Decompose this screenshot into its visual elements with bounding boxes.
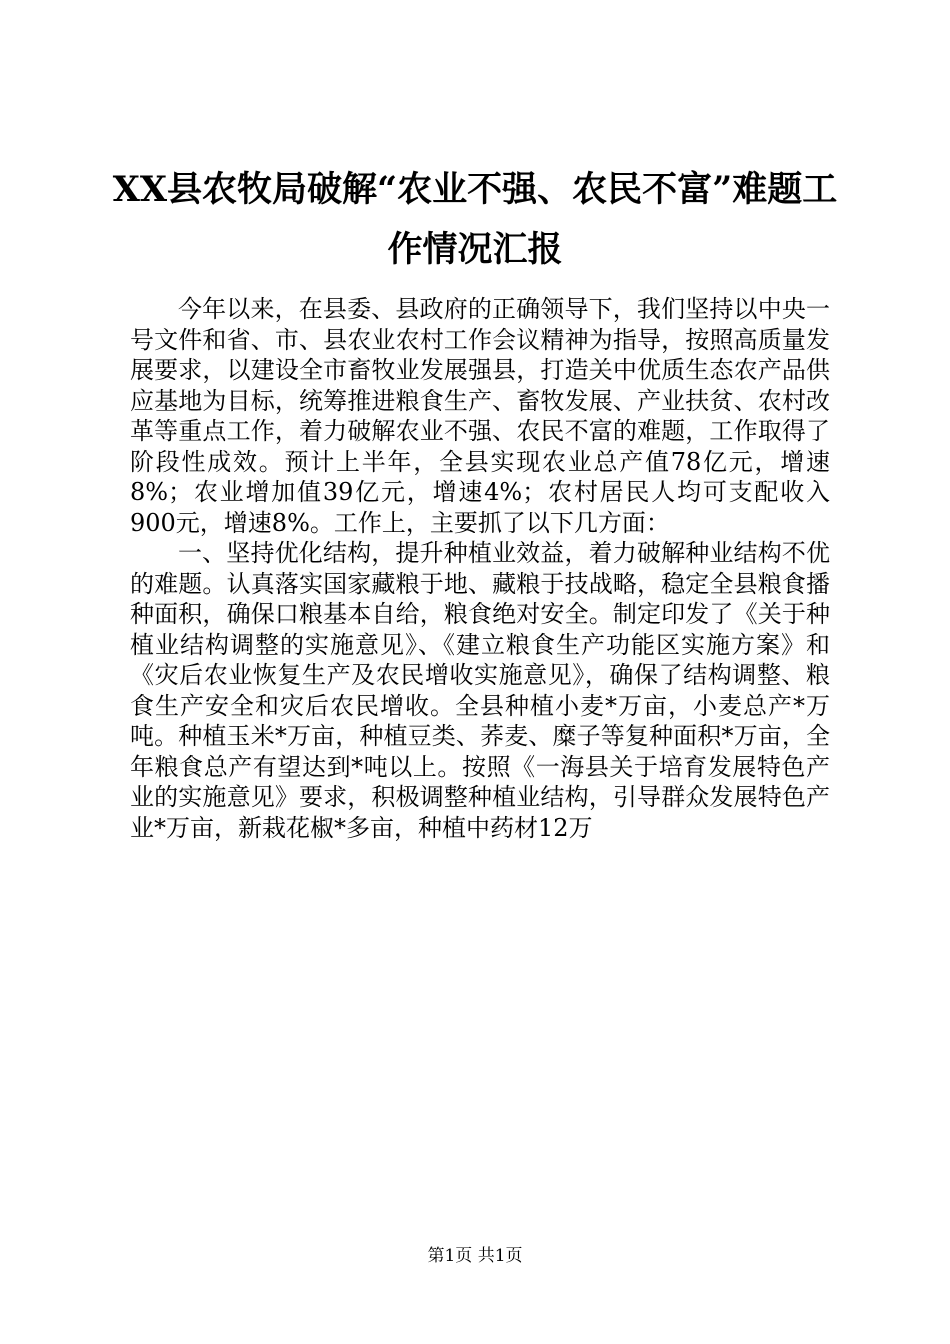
document-body [130,294,830,843]
paragraph-intro: 今年以来，在县委、县政府的正确领导下，我们坚持以中央一号文件和省、市、县农业农村工作会议精神为指导，按照高质量发展要求，以建设全市畜牧业发展强县，打造关中优质生态农产品供应基地为目标，统筹推进粮食生产、畜牧发展、产业扶贫、农村改革等重点工作，着力破解农业不强、农民不富的难题，工作取得了阶段性成效。预计上半年，全县实现农业总产值78亿元，增速8%；农业增加值39亿元，增速4%；农村居民人均可支配收入900元，增速8%。工作上，主要抓了以下几方面： [130,295,830,537]
paragraph-section-one: 一、坚持优化结构，提升种植业效益，着力破解种业结构不优的难题。认真落实国家藏粮于地、藏粮于技战略，稳定全县粮食播种面积，确保口粮基本自给，粮食绝对安全。制定印发了《关于种植业结构调整的实施意见》、《建立粮食生产功能区实施方案》和《灾后农业恢复生产及农民增收实施意见》，确保了结构调整、粮食生产安全和灾后农民增收。全县种植小麦*万亩，小麦总产*万吨。种植玉米*万亩，种植豆类、荞麦、糜子等复种面积*万亩，全年粮食总产有望达到*吨以上。按照《一海县关于培育发展特色产业的实施意见》要求，积极调整种植业结构，引导群众发展特色产业*万亩，新栽花椒*多亩，种植中药材12万 [130,539,830,842]
page-footer: 第1页 共1页 [427,1246,523,1266]
document-title: XX县农牧局破解“农业不强、农民不富”难题工作情况汇报 [112,169,838,270]
